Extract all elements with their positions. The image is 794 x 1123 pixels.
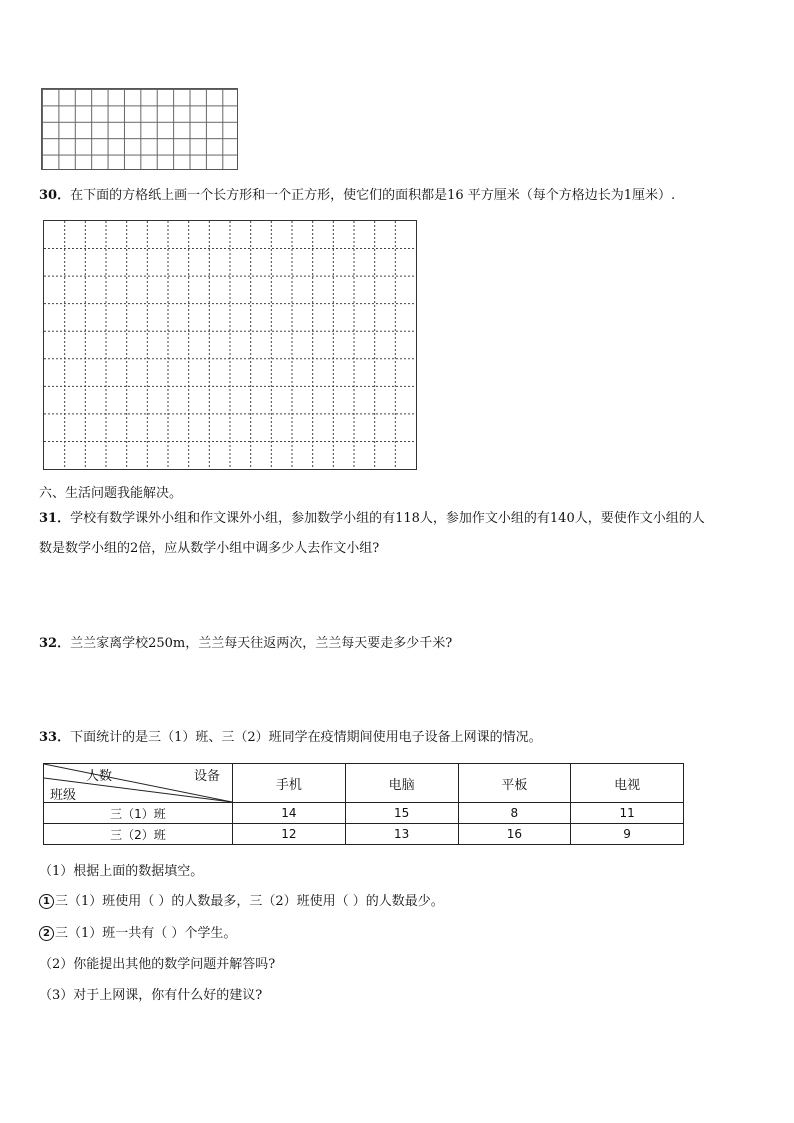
circled-number-2: 2 xyxy=(39,926,54,941)
statistics-table xyxy=(43,763,684,845)
question-text: 下面统计的是三（1）班、三（2）班同学在疫情期间使用电子设备上网课的情况。 xyxy=(70,730,542,745)
table-cell: 12 xyxy=(233,824,346,845)
sub-question-1: （1）根据上面的数据填空。 xyxy=(39,864,204,879)
circled-number-1: 1 xyxy=(39,894,54,909)
corner-label-class: 班级 xyxy=(50,788,77,803)
table-cell: 13 xyxy=(345,824,458,845)
question-31-line1 xyxy=(39,511,705,527)
dotted-grid-paper[interactable] xyxy=(43,220,417,470)
small-grid-paper xyxy=(41,88,238,170)
table-cell: 16 xyxy=(458,824,571,845)
column-header-tablet: 平板 xyxy=(458,764,571,803)
section-title: 六、生活问题我能解决。 xyxy=(39,486,183,501)
question-31-line2: 数是数学小组的2倍，应从数学小组中调多少人去作文小组? xyxy=(39,541,380,556)
row-label: 三（1）班 xyxy=(44,803,233,824)
table-cell: 15 xyxy=(345,803,458,824)
column-header-phone: 手机 xyxy=(233,764,346,803)
table-row xyxy=(44,803,684,824)
fill-item-1 xyxy=(39,894,444,910)
question-number: 31． xyxy=(39,511,71,526)
row-label: 三（2）班 xyxy=(44,824,233,845)
question-text: 学校有数学课外小组和作文课外小组，参加数学小组的有118人，参加作文小组的有140人，要使作文小组的人 xyxy=(70,511,705,526)
table-cell: 9 xyxy=(571,824,684,845)
table-cell: 11 xyxy=(571,803,684,824)
corner-label-count: 人数 xyxy=(86,769,113,784)
table-cell: 8 xyxy=(458,803,571,824)
question-number: 30． xyxy=(39,188,71,203)
column-header-tv: 电视 xyxy=(571,764,684,803)
table-corner-cell xyxy=(44,764,233,803)
question-33 xyxy=(39,730,542,746)
sub-question-2: （2）你能提出其他的数学问题并解答吗? xyxy=(39,957,276,972)
column-header-computer: 电脑 xyxy=(345,764,458,803)
fill-item-text: 三（1）班一共有（ ）个学生。 xyxy=(55,926,237,941)
question-30 xyxy=(39,188,675,204)
fill-item-2 xyxy=(39,926,236,942)
fill-item-text: 三（1）班使用（ ）的人数最多，三（2）班使用（ ）的人数最少。 xyxy=(55,894,444,909)
sub-question-3: （3）对于上网课，你有什么好的建议? xyxy=(39,988,263,1003)
corner-label-device: 设备 xyxy=(193,769,220,784)
question-text: 兰兰家离学校250m，兰兰每天往返两次，兰兰每天要走多少千米? xyxy=(70,636,453,651)
question-number: 33． xyxy=(39,730,71,745)
dotted-grid-lines xyxy=(44,221,418,471)
table-cell: 14 xyxy=(233,803,346,824)
question-number: 32． xyxy=(39,636,71,651)
question-text: 在下面的方格纸上画一个长方形和一个正方形，使它们的面积都是16 平方厘米（每个方格边长为1厘米）. xyxy=(70,188,676,203)
question-32 xyxy=(39,636,452,652)
table-row xyxy=(44,824,684,845)
